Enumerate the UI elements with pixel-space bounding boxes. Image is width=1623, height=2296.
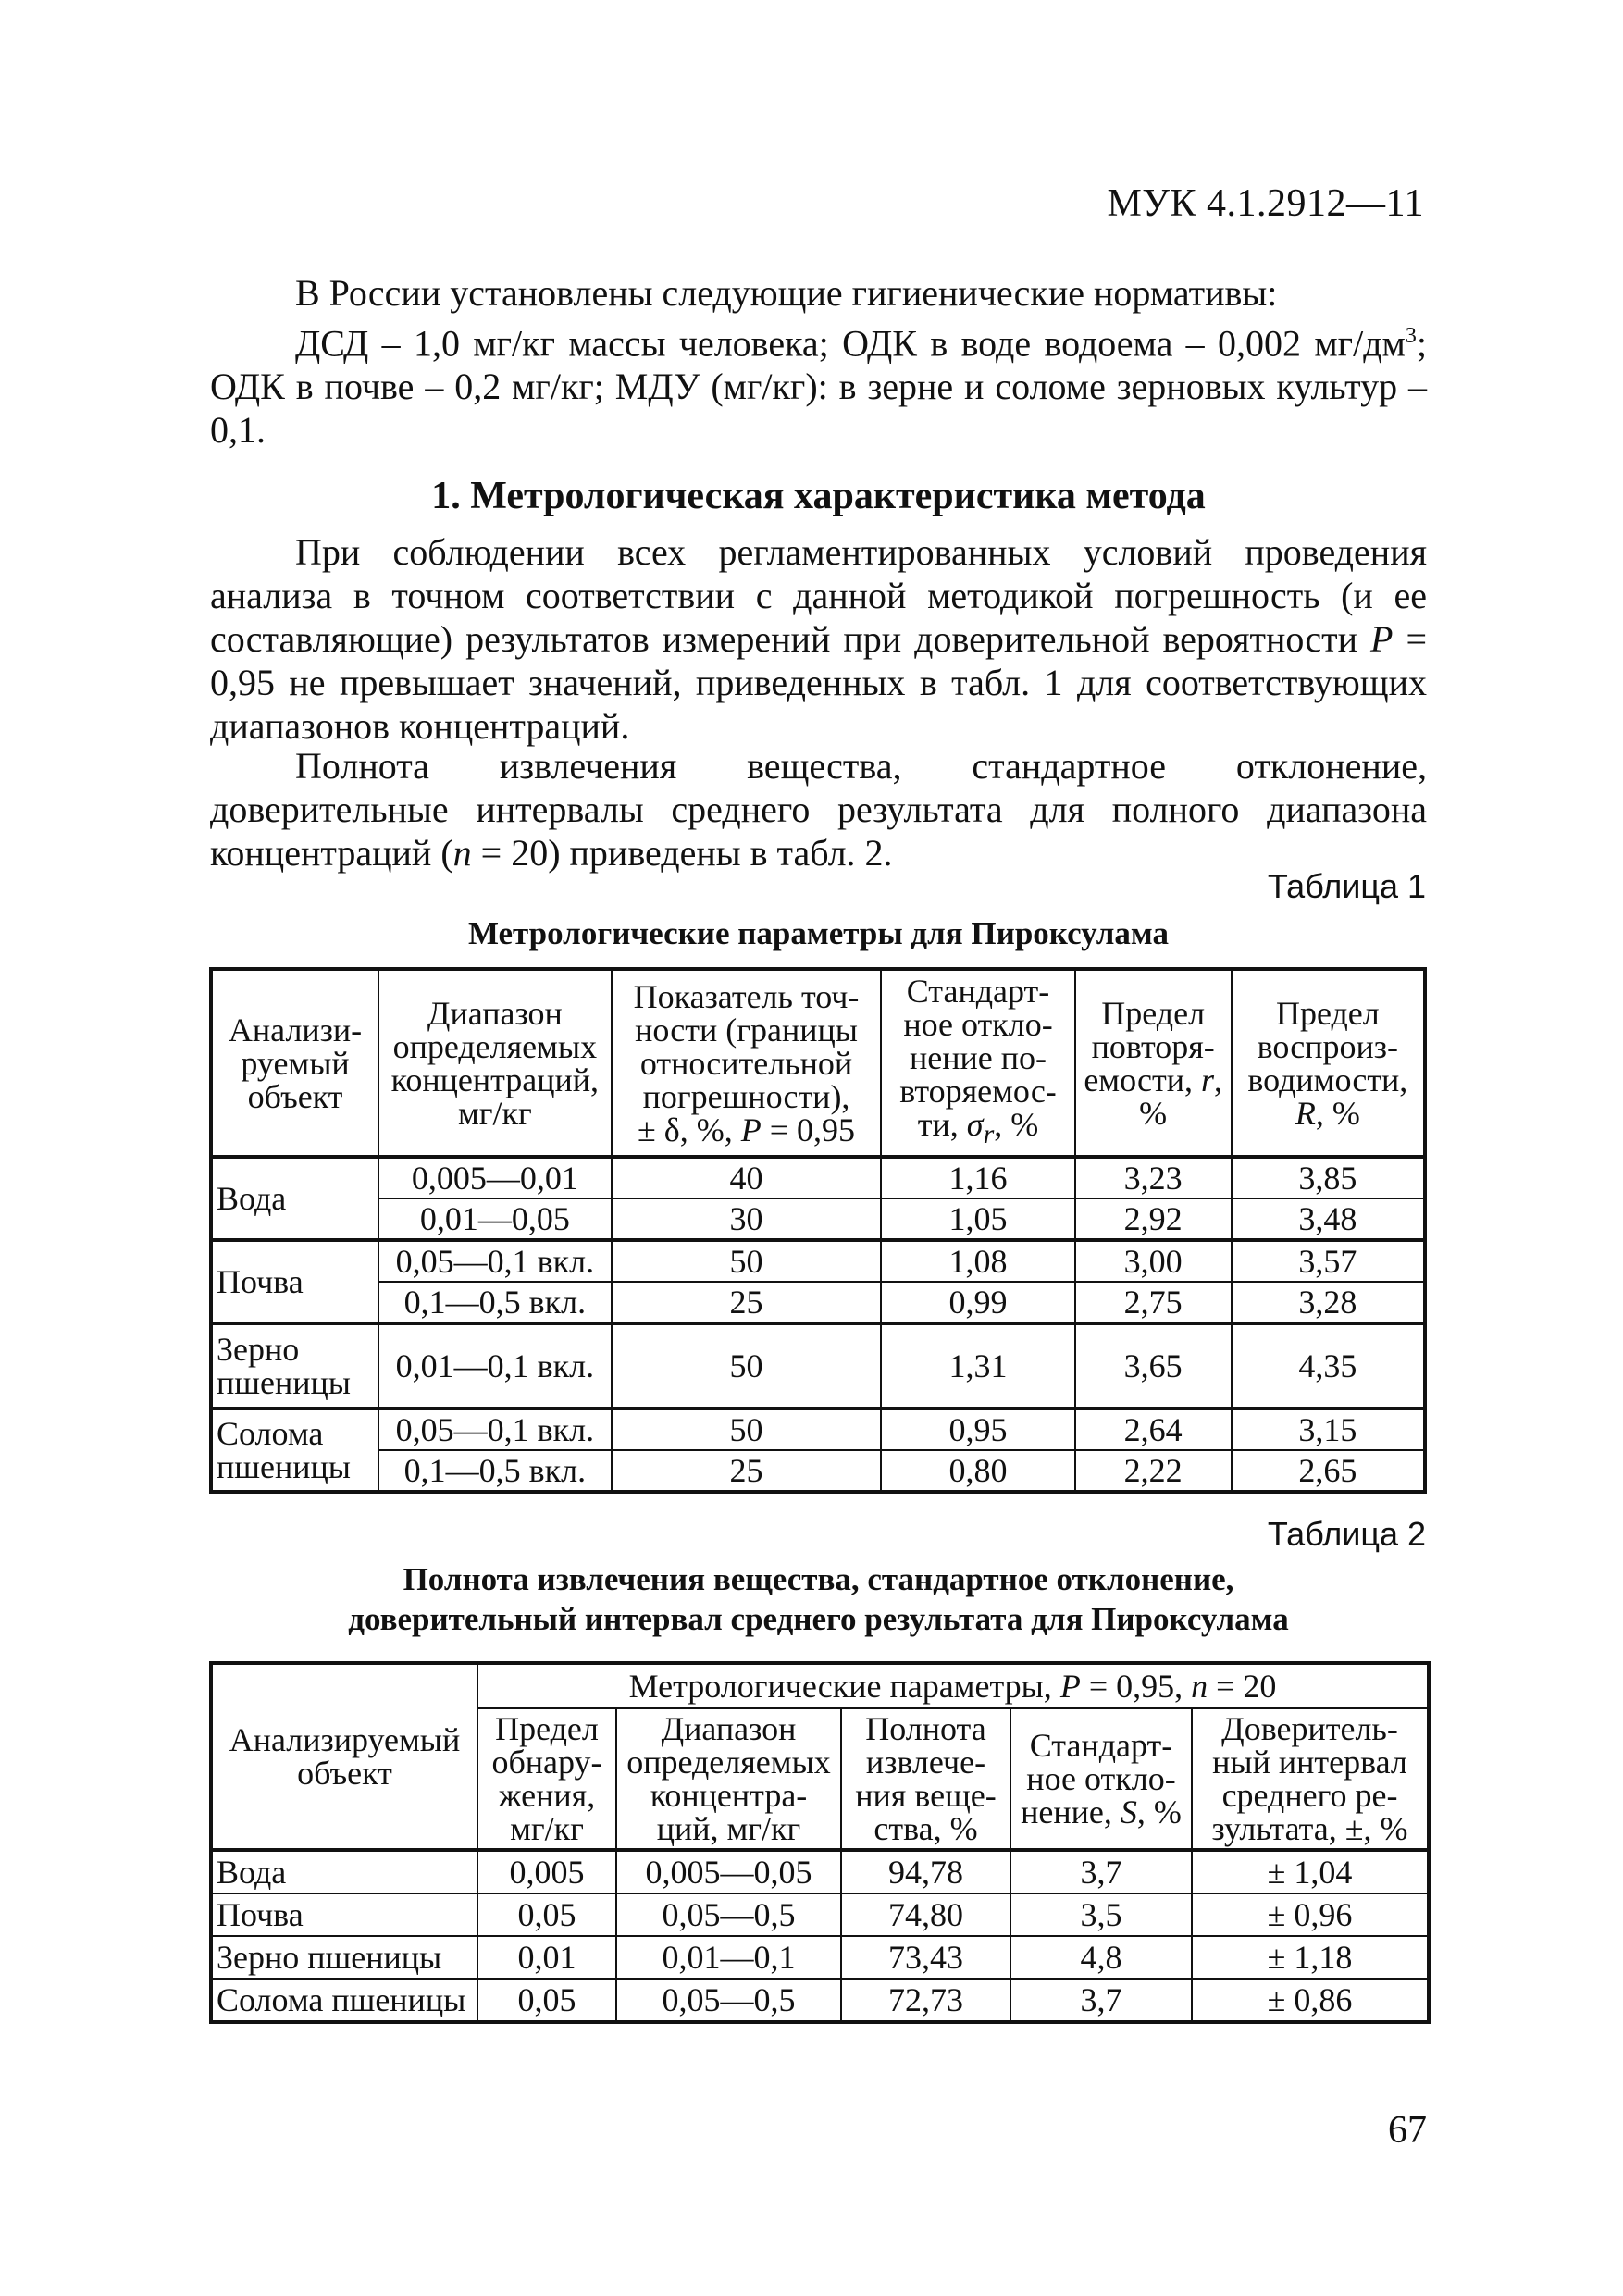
table2-recovery-cell: 94,78 (841, 1850, 1010, 1893)
table1-object-cell: Зерно пшеницы (211, 1323, 378, 1409)
table2-title-line1: Полнота извлечения вещества, стандартное отклонение, (403, 1561, 1234, 1597)
table2 (209, 1661, 1431, 2024)
table2-range-cell: 0,005—0,05 (616, 1850, 841, 1893)
table1-header-accuracy: Показатель точ- ности (границы относительной погрешности), ± δ, %, P = 0,95 (612, 969, 882, 1157)
table2-range-cell: 0,05—0,5 (616, 1893, 841, 1936)
table2-header-lod: Предел обнару- жения, мг/кг (477, 1708, 616, 1850)
table1 (209, 967, 1427, 1494)
table1-sd-cell: 1,16 (881, 1157, 1074, 1198)
table2-ci-cell: ± 1,18 (1192, 1936, 1429, 1979)
table1-repeatability-cell: 3,23 (1075, 1157, 1232, 1198)
table1-repeatability-cell: 2,75 (1075, 1282, 1232, 1323)
table-row (211, 1198, 1425, 1240)
table1-accuracy-cell: 50 (612, 1323, 882, 1409)
table2-lod-cell: 0,05 (477, 1893, 616, 1936)
table1-header-reproducibility: Предел воспроиз- водимости, R, % (1232, 969, 1425, 1157)
para1-P: P (1370, 618, 1394, 660)
para2-n: n (452, 832, 472, 874)
table2-range-cell: 0,01—0,1 (616, 1936, 841, 1979)
table-row (211, 1450, 1425, 1492)
table2-lod-cell: 0,05 (477, 1979, 616, 2022)
table1-range-cell: 0,01—0,1 вкл. (378, 1323, 612, 1409)
table2-header-sd: Стандарт- ное откло- нение, S, % (1010, 1708, 1192, 1850)
paragraph-accuracy (210, 530, 1427, 748)
document-code: МУК 4.1.2912—11 (1107, 182, 1424, 225)
table1-reproducibility-cell: 3,48 (1232, 1198, 1425, 1240)
table1-repeatability-cell: 3,00 (1075, 1240, 1232, 1282)
table-row (211, 1850, 1429, 1893)
page-number: 67 (1388, 2109, 1427, 2152)
table1-sd-cell: 1,08 (881, 1240, 1074, 1282)
table2-header-range: Диапазон определяемых концентра- ций, мг/кг (616, 1708, 841, 1850)
table-row (211, 1409, 1425, 1450)
table1-accuracy-cell: 50 (612, 1240, 882, 1282)
table2-recovery-cell: 73,43 (841, 1936, 1010, 1979)
norms-values-part2: ; ОДК в почве – 0,2 мг/кг; МДУ (мг/кг): в зерне и соломе зерновых культур – 0,1. (210, 322, 1427, 452)
table1-repeatability-cell: 2,64 (1075, 1409, 1232, 1450)
table1-range-cell: 0,005—0,01 (378, 1157, 612, 1198)
table1-sd-cell: 0,95 (881, 1409, 1074, 1450)
table1-range-cell: 0,01—0,05 (378, 1198, 612, 1240)
table1-range-cell: 0,1—0,5 вкл. (378, 1450, 612, 1492)
table1-sd-cell: 0,80 (881, 1450, 1074, 1492)
table1-header-object: Анализи- руемый объект (211, 969, 378, 1157)
para2-part1: Полнота извлечения вещества, стандартное отклонение, доверительные интервалы среднего результата для полного диапазона концентраций ( (210, 745, 1427, 874)
table1-reproducibility-cell: 4,35 (1232, 1323, 1425, 1409)
table1-reproducibility-cell: 2,65 (1232, 1450, 1425, 1492)
norms-values (210, 315, 1427, 452)
table1-accuracy-cell: 30 (612, 1198, 882, 1240)
table2-label: Таблица 2 (1267, 1515, 1426, 1553)
table2-title (210, 1559, 1427, 1639)
table2-title-line2: доверительный интервал среднего результата для Пироксулама (348, 1601, 1289, 1637)
table1-reproducibility-cell: 3,85 (1232, 1157, 1425, 1198)
table1-reproducibility-cell: 3,28 (1232, 1282, 1425, 1323)
table1-title: Метрологические параметры для Пироксулама (467, 915, 1170, 951)
table2-recovery-cell: 72,73 (841, 1979, 1010, 2022)
norms-values-sup: 3 (1405, 324, 1417, 348)
table1-reproducibility-cell: 3,57 (1232, 1240, 1425, 1282)
table-row (211, 1979, 1429, 2022)
table-row (211, 1157, 1425, 1198)
table1-repeatability-cell: 3,65 (1075, 1323, 1232, 1409)
para2-part2: = 20) приведены в табл. 2. (471, 832, 893, 874)
table1-range-cell: 0,05—0,1 вкл. (378, 1240, 612, 1282)
table2-header-object: Анализируемый объект (211, 1663, 477, 1850)
table-row (211, 1936, 1429, 1979)
table1-header-row (211, 969, 1425, 1157)
table2-sd-cell: 4,8 (1010, 1936, 1192, 1979)
table1-reproducibility-cell: 3,15 (1232, 1409, 1425, 1450)
table2-recovery-cell: 74,80 (841, 1893, 1010, 1936)
table2-range-cell: 0,05—0,5 (616, 1979, 841, 2022)
table1-accuracy-cell: 25 (612, 1450, 882, 1492)
table2-object-cell: Почва (211, 1893, 477, 1936)
table-row (211, 1240, 1425, 1282)
table1-header-sd: Стандарт- ное откло- нение по- вторяемос- ти, $\sigma_r$, % (881, 969, 1074, 1157)
table1-sd-cell: 1,31 (881, 1323, 1074, 1409)
table2-ci-cell: ± 0,86 (1192, 1979, 1429, 2022)
table1-header-repeatability: Предел повторя- емости, r, % (1075, 969, 1232, 1157)
norms-block (210, 271, 1427, 452)
section-title: 1. Метрологическая характеристика метода (431, 475, 1206, 517)
table1-label: Таблица 1 (1267, 867, 1426, 905)
table1-header-range: Диапазон определяемых концентраций, мг/кг (378, 969, 612, 1157)
table-row (211, 1323, 1425, 1409)
table1-accuracy-cell: 40 (612, 1157, 882, 1198)
table2-object-cell: Зерно пшеницы (211, 1936, 477, 1979)
norms-values-part1: ДСД – 1,0 мг/кг массы человека; ОДК в воде водоема – 0,002 мг/дм (295, 322, 1406, 365)
paragraph-recovery (210, 744, 1427, 875)
table2-header-group: Метрологические параметры, P = 0,95, n = 20 (477, 1663, 1429, 1708)
table1-repeatability-cell: 2,22 (1075, 1450, 1232, 1492)
para1-part2: = 0,95 не превышает значений, приведенных в табл. 1 для соответствующих диапазонов концентраций. (210, 618, 1428, 747)
table2-sd-cell: 3,7 (1010, 1979, 1192, 2022)
table2-header-row-1 (211, 1663, 1429, 1708)
table1-sd-cell: 0,99 (881, 1282, 1074, 1323)
table1-range-cell: 0,1—0,5 вкл. (378, 1282, 612, 1323)
table1-accuracy-cell: 25 (612, 1282, 882, 1323)
table2-object-cell: Вода (211, 1850, 477, 1893)
table1-object-cell: Солома пшеницы (211, 1409, 378, 1492)
table2-lod-cell: 0,005 (477, 1850, 616, 1893)
table2-ci-cell: ± 1,04 (1192, 1850, 1429, 1893)
table2-sd-cell: 3,5 (1010, 1893, 1192, 1936)
table2-header-ci: Доверитель- ный интервал среднего ре- зультата, ±, % (1192, 1708, 1429, 1850)
table-row (211, 1282, 1425, 1323)
table1-accuracy-cell: 50 (612, 1409, 882, 1450)
table2-sd-cell: 3,7 (1010, 1850, 1192, 1893)
norms-intro: В России установлены следующие гигиенические нормативы: (295, 272, 1278, 314)
table1-object-cell: Вода (211, 1157, 378, 1240)
table1-sd-cell: 1,05 (881, 1198, 1074, 1240)
table2-object-cell: Солома пшеницы (211, 1979, 477, 2022)
table2-lod-cell: 0,01 (477, 1936, 616, 1979)
table1-range-cell: 0,05—0,1 вкл. (378, 1409, 612, 1450)
table-row (211, 1893, 1429, 1936)
table1-object-cell: Почва (211, 1240, 378, 1323)
para1-part1: При соблюдении всех регламентированных условий проведения анализа в точном соответствии с данной методикой погрешность (и ее составляющие) результатов измерений при доверительной вероятности (210, 531, 1427, 660)
table1-repeatability-cell: 2,92 (1075, 1198, 1232, 1240)
table2-header-recovery: Полнота извлече- ния веще- ства, % (841, 1708, 1010, 1850)
table2-ci-cell: ± 0,96 (1192, 1893, 1429, 1936)
